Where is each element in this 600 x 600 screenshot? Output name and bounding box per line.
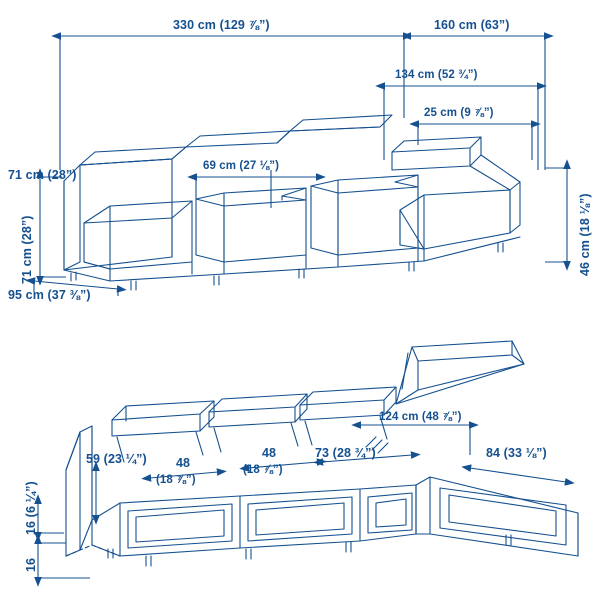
label-seat-width-c-inch: (18 ⅞”): [243, 464, 283, 476]
label-floor-clearance: [24, 481, 78, 549]
label-height-chaise-text: 46 cm (18 ⅛”): [578, 193, 592, 276]
label-floor-clearance-2: [24, 557, 38, 586]
label-width-total: 330 cm (129 ⅞”): [173, 18, 270, 32]
label-seat-width-b: 48: [176, 456, 191, 470]
label-chaise-depth-inner: 134 cm (52 ¾”): [395, 69, 478, 81]
label-seat-width-d: 73 (28 ¾”): [315, 446, 376, 460]
label-height-back-text: 71 cm (28”): [20, 215, 34, 284]
label-floor-clearance-2-text: 16: [24, 557, 38, 572]
label-depth-total: [8, 288, 91, 302]
label-height-back: 71 cm (28”): [8, 168, 77, 182]
label-depth-total-line1: 95 cm (37 ⅜”): [8, 288, 91, 302]
label-chaise-width: 160 cm (63”): [434, 18, 510, 32]
label-seat-width-c: 48: [262, 446, 277, 460]
label-length-chaise-lower: 124 cm (48 ⅞”): [379, 411, 462, 423]
label-armrest-width: 25 cm (9 ⅞”): [424, 107, 494, 119]
label-seat-width-b-inch: (18 ⅞”): [156, 474, 196, 486]
label-chaise-width-e: 84 (33 ⅛”): [486, 446, 547, 460]
label-seat-height-a: 59 (23 ¼”): [86, 452, 147, 466]
label-seat-depth: 69 cm (27 ⅛”): [203, 160, 280, 172]
label-height-chaise: [578, 193, 600, 290]
label-floor-clearance-text: 16 (6 ¼”): [24, 481, 38, 535]
